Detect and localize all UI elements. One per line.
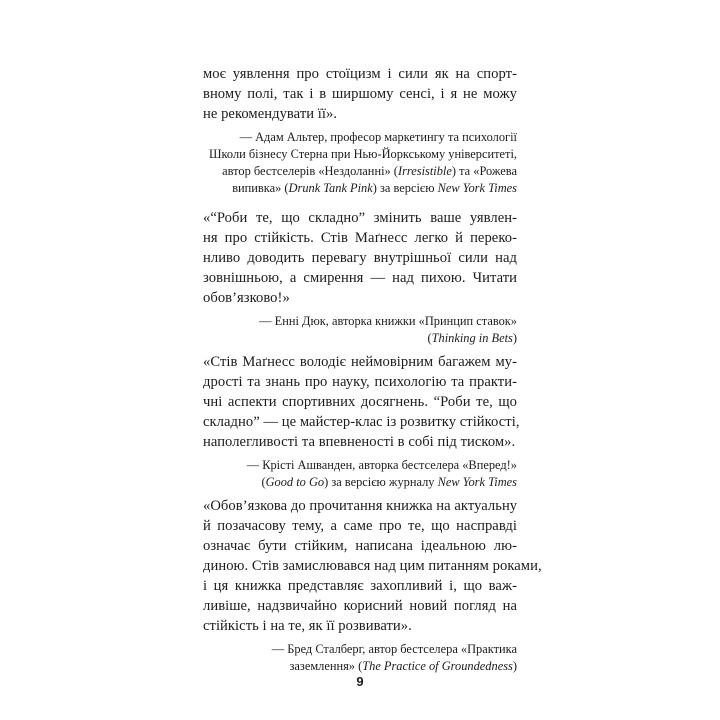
book-title-italic: Drunk Tank Pink bbox=[288, 181, 373, 195]
quote-line: нливо доводить перевагу внутрішньої сили над bbox=[203, 250, 517, 266]
quote-line: складно” — це майстер-клас із розвитку стійкості, bbox=[203, 414, 520, 430]
attribution-line: — Бред Сталберг, автор бестселера «Практика bbox=[271, 642, 517, 656]
attribution-line: — Адам Альтер, професор маркетингу та психології bbox=[239, 130, 517, 144]
quote-line: й позачасову тему, а саме про те, що насправді bbox=[203, 518, 517, 534]
quote-line: наполегливості та впевненості в собі під тиском». bbox=[203, 434, 516, 450]
attribution-line: (Thinking in Bets) bbox=[427, 331, 517, 345]
quote-line: «“Роби те, що складно” змінить ваше уявлен- bbox=[203, 210, 517, 226]
book-title-italic: Irresistible bbox=[397, 164, 452, 178]
quote-line: «Обов’язкова до прочитання книжка на актуальну bbox=[203, 498, 518, 514]
book-title-italic: The Practice of Groundedness bbox=[362, 659, 513, 673]
attribution-line: — Енні Дюк, авторка книжки «Принцип ставок» bbox=[259, 314, 517, 328]
quote-line: диною. Стів замислювався над цим питанням роками, bbox=[203, 558, 542, 574]
attribution-line: — Крісті Ашванден, авторка бестселера «Вперед!» bbox=[246, 458, 517, 472]
attribution-line: заземлення» (The Practice of Groundedness) bbox=[289, 659, 517, 673]
quote-line: не рекомендувати її». bbox=[203, 106, 338, 122]
quote-line: дрості та знань про науку, психологію та практи- bbox=[203, 374, 517, 390]
publication-italic: New York Times bbox=[437, 475, 517, 489]
book-title-italic: Good to Go bbox=[265, 475, 325, 489]
book-title-italic: Thinking in Bets bbox=[431, 331, 513, 345]
quote-line: чні аспекти спортивних досягнень. “Роби те, що bbox=[203, 394, 517, 410]
attribution-line: автор бестселерів «Нездоланні» (Irresistible) та «Рожева bbox=[222, 164, 517, 178]
publication-italic: New York Times bbox=[437, 181, 517, 195]
attribution-line: випивка» (Drunk Tank Pink) за версією New York Times bbox=[232, 181, 517, 195]
quote-line: і ця книжка представляє захопливий і, що важ- bbox=[203, 578, 517, 594]
quote-line: стійкість і на те, як її розвивати». bbox=[203, 618, 412, 634]
quote-line: обов’язково!» bbox=[203, 290, 290, 306]
quote-line: вному полі, так і в ширшому сенсі, і я не можу bbox=[203, 86, 517, 102]
quote-line: моє уявлення про стоїцизм і сили як на спорт- bbox=[203, 66, 517, 82]
quote-line: зовнішньою, а смирення — над пихою. Читати bbox=[203, 270, 517, 286]
quote-line: ня про стійкість. Стів Маґнесс легко й переко- bbox=[203, 230, 517, 246]
quote-line: ливіше, надзвичайно корисний новий погляд на bbox=[203, 598, 517, 614]
page-number: 9 bbox=[356, 674, 364, 689]
quote-line: означає бути стійким, написана ідеальною лю- bbox=[203, 538, 517, 554]
quote-line: «Стів Маґнесс володіє неймовірним багажем му- bbox=[203, 354, 517, 370]
attribution-line: (Good to Go) за версією журналу New York Times bbox=[261, 475, 517, 489]
attribution-line: Школи бізнесу Стерна при Нью-Йоркському університеті, bbox=[209, 147, 517, 161]
